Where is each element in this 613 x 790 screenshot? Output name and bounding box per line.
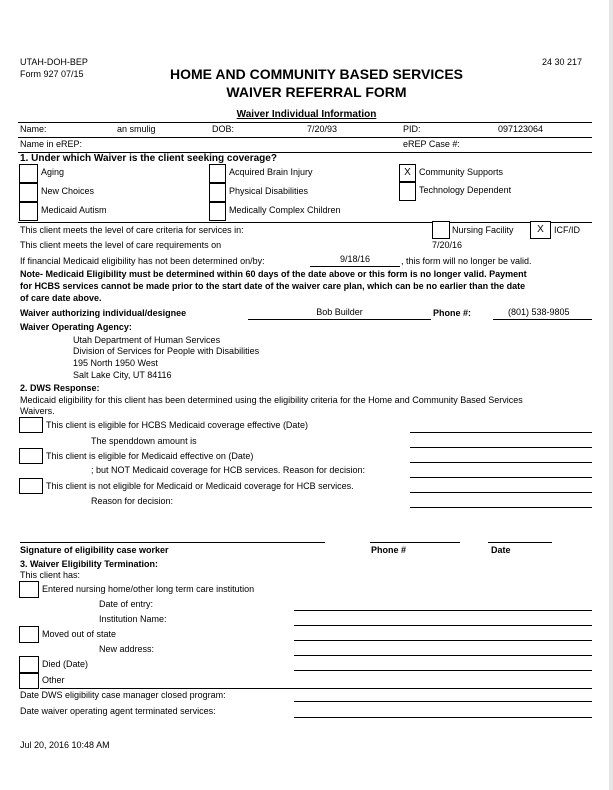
name-field[interactable]: an smulig [117,124,156,134]
agency-line4: Salt Lake City, UT 84116 [73,370,172,380]
complex-children-checkbox[interactable] [209,202,226,221]
dws-closed-line[interactable] [294,701,592,702]
date-line[interactable] [488,542,552,543]
brain-injury-label: Acquired Brain Injury [229,167,313,177]
dws-intro-line1: Medicaid eligibility for this client has been determined using the eligibility criteria for the Home and Community Based Services [20,395,523,405]
client-has-label: This client has: [20,570,81,580]
waiver-question-label: 1. Under which Waiver is the client seeking coverage? [20,153,277,164]
agency-line2: Division of Services for People with Disabilities [73,346,260,356]
not-hcb-reason-label: ; but NOT Medicaid coverage for HCB services. Reason for decision: [91,465,365,475]
complex-children-label: Medically Complex Children [229,205,341,215]
form-id: 24 30 217 [542,57,583,67]
phone-label: Phone #: [433,308,472,318]
not-determined-label: If financial Medicaid eligibility has not been determined on/by: [20,256,265,266]
not-determined-suffix: , this form will no longer be valid. [401,256,532,266]
technology-dependent-checkbox[interactable] [399,182,416,201]
community-supports-checkbox[interactable]: X [399,164,416,182]
nursing-home-checkbox[interactable] [19,581,39,598]
dws-closed-label: Date DWS eligibility case manager closed program: [20,690,226,700]
reason-line[interactable] [410,477,592,478]
signature-line[interactable] [20,542,325,543]
form-title-line2: WAIVER REFERRAL FORM [226,84,407,100]
other-line[interactable] [40,688,592,689]
medicaid-autism-checkbox[interactable] [19,202,38,221]
technology-dependent-label: Technology Dependent [419,185,512,195]
physical-disabilities-label: Physical Disabilities [229,186,309,196]
moved-label: Moved out of state [42,629,117,639]
section-title-individual: Waiver Individual Information [236,109,377,120]
level-care-label: This client meets the level of care criteria for services in: [20,225,244,235]
not-eligible-checkbox[interactable] [19,478,43,494]
icf-label: ICF/ID [554,225,580,235]
new-address-line[interactable] [294,655,592,656]
requirements-label: This client meets the level of care requirements on [20,240,222,250]
hcbs-eligible-checkbox[interactable] [19,417,43,433]
died-date-line[interactable] [294,670,592,671]
date-underline [310,266,400,267]
new-choices-label: New Choices [41,186,95,196]
moved-checkbox[interactable] [19,626,39,643]
institution-name-line[interactable] [294,625,592,626]
phone-underline [493,319,592,320]
nursing-home-label: Entered nursing home/other long term care institution [42,584,255,594]
date-of-entry-line[interactable] [294,610,592,611]
moved-line[interactable] [294,640,592,641]
community-supports-label: Community Supports [419,167,504,177]
authorizing-phone[interactable]: (801) 538-9805 [508,307,570,317]
pid-field[interactable]: 097123064 [498,124,544,134]
other-label: Other [42,675,65,685]
not-determined-date[interactable]: 9/18/16 [339,254,371,264]
waiver-terminated-label: Date waiver operating agent terminated services: [20,706,216,716]
medicaid-eligible-checkbox[interactable] [19,448,43,464]
line[interactable] [410,492,592,493]
medicaid-autism-label: Medicaid Autism [41,205,107,215]
erep-case-label: eREP Case #: [403,139,460,149]
date-of-entry-label: Date of entry: [99,599,154,609]
aging-checkbox[interactable] [19,164,38,183]
form-title-line1: HOME AND COMMUNITY BASED SERVICES [170,66,463,82]
other-checkbox[interactable] [19,673,39,689]
reason-line[interactable] [410,507,592,508]
dws-label: 2. DWS Response: [20,383,100,393]
rule [18,222,592,223]
note-line1: Note- Medicaid Eligibility must be determined within 60 days of the date above or this form is no longer valid. Payment [20,269,527,279]
aging-label: Aging [41,167,65,177]
hcbs-eligible-label: This client is eligible for HCBS Medicaid coverage effective (Date) [46,420,308,430]
page-edge-shadow [609,0,613,790]
dob-field[interactable]: 7/20/93 [307,124,338,134]
spenddown-line[interactable] [410,447,592,448]
died-checkbox[interactable] [19,656,39,673]
agency-line3: 195 North 1950 West [73,358,158,368]
footer-timestamp: Jul 20, 2016 10:48 AM [20,740,110,750]
authorizing-name[interactable]: Bob Builder [316,307,363,317]
name-underline [248,319,431,320]
signature-label: Signature of eligibility case worker [20,545,169,555]
form-code: UTAH-DOH-BEP [20,57,88,67]
name-erep-label: Name in eREP: [20,139,83,149]
authorizing-label: Waiver authorizing individual/designee [20,308,187,318]
agency-label: Waiver Operating Agency: [20,322,132,332]
rule [18,122,592,123]
institution-name-label: Institution Name: [99,614,167,624]
nursing-facility-checkbox[interactable] [432,221,450,239]
signature-phone-label: Phone # [371,545,407,555]
signature-date-label: Date [491,545,511,555]
form-number: Form 927 07/15 [20,69,84,79]
note-line3: of care date above. [20,293,102,303]
rule [18,137,592,138]
note-line2: for HCBS services cannot be made prior to the start date of the waiver care plan, which can be no earlier than the date [20,281,526,291]
termination-label: 3. Waiver Eligibility Termination: [20,559,159,569]
spenddown-label: The spenddown amount is [91,436,197,446]
new-address-label: New address: [99,644,155,654]
dws-intro-line2: Waivers. [20,406,55,416]
physical-disabilities-checkbox[interactable] [209,183,226,202]
new-choices-checkbox[interactable] [19,183,38,202]
agency-line1: Utah Department of Human Services [73,335,221,345]
requirements-date[interactable]: 7/20/16 [432,240,463,250]
not-eligible-label: This client is not eligible for Medicaid or Medicaid coverage for HCB services. [46,481,354,491]
icf-checkbox[interactable]: X [530,221,551,239]
date-line[interactable] [410,432,592,433]
waiver-terminated-line[interactable] [294,717,592,718]
dob-label: DOB: [212,124,235,134]
name-label: Name: [20,124,47,134]
date-line[interactable] [410,462,592,463]
medicaid-eligible-label: This client is eligible for Medicaid effective on (Date) [46,451,254,461]
phone-line[interactable] [370,542,460,543]
nursing-facility-label: Nursing Facility [452,225,514,235]
brain-injury-checkbox[interactable] [209,164,226,183]
pid-label: PID: [403,124,421,134]
died-label: Died (Date) [42,659,89,669]
reason-label: Reason for decision: [91,496,174,506]
